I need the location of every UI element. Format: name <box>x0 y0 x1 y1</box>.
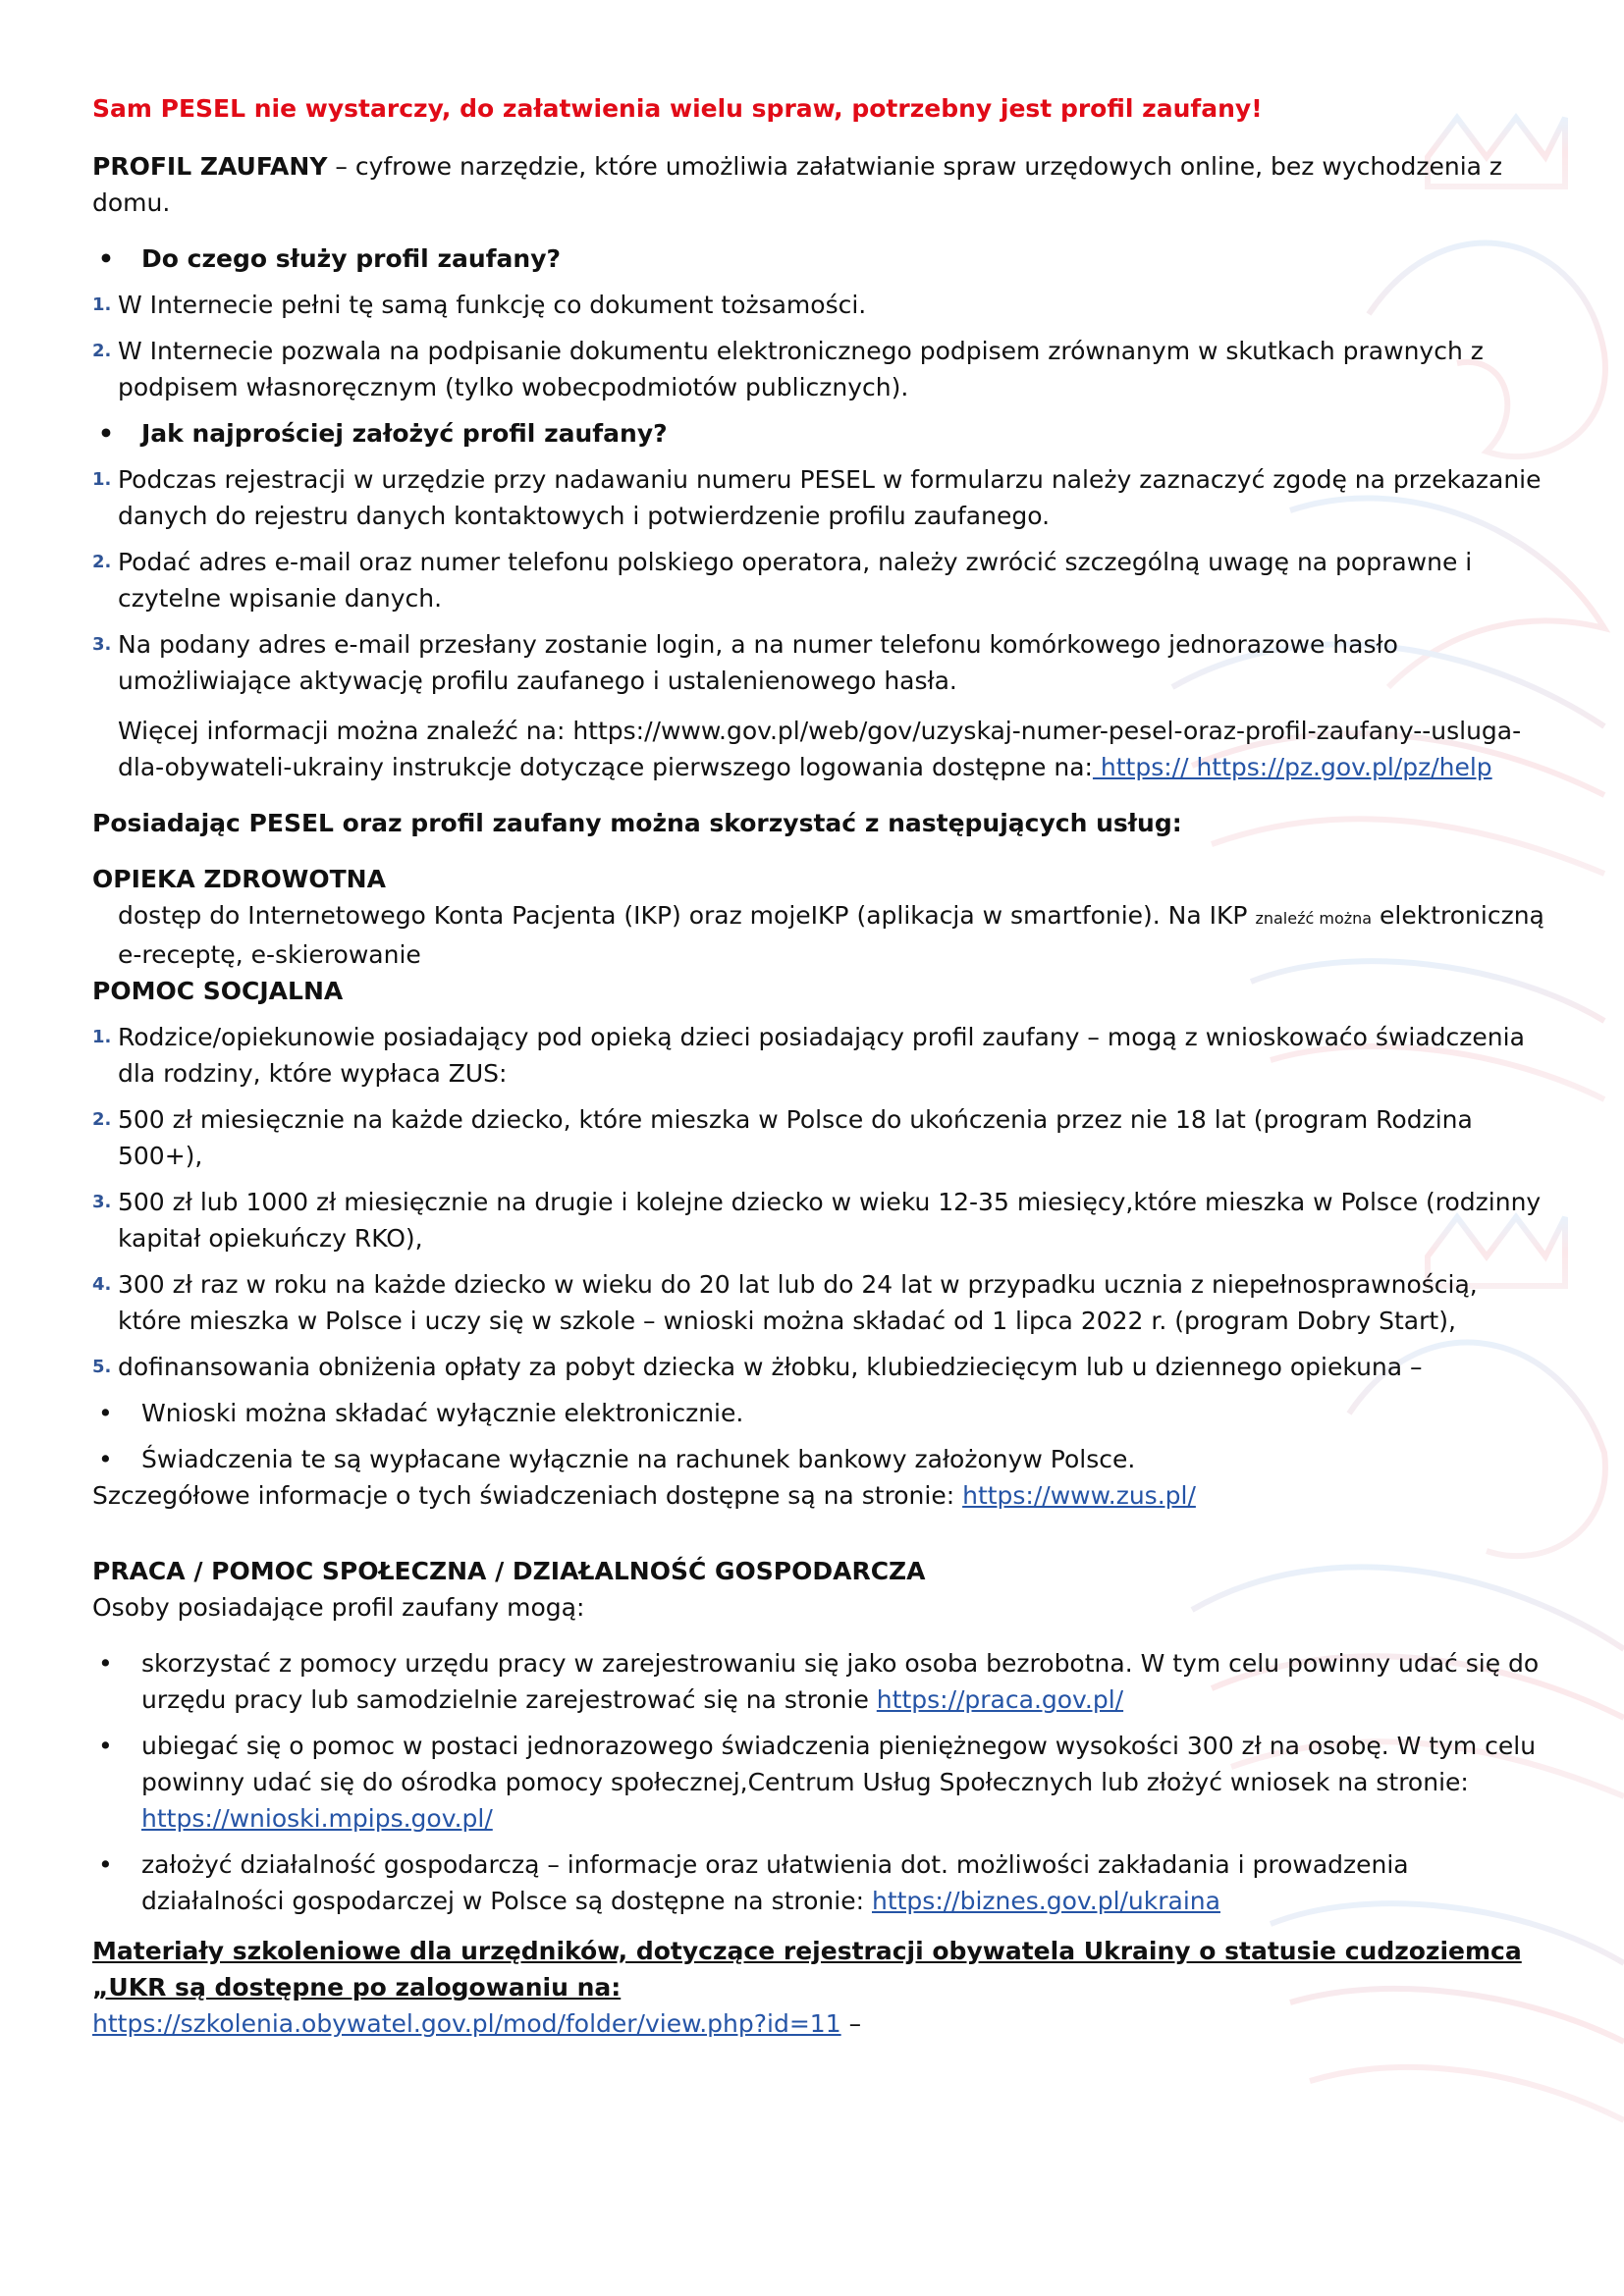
bullet-dot-icon: • <box>98 1732 113 1760</box>
list-number: 3. <box>92 634 112 655</box>
health-text-end: elektroniczną e-receptę, e-skierowanie <box>118 901 1544 969</box>
list-item-text: 300 zł raz w roku na każde dziecko w wieku do 20 lat lub do 24 lat w przypadku ucznia z niepełnosprawnością, które mieszka w Polsce i uczy się w szkole – wnioski można składać od 1 lipca 2022 r. (program Dobry Start), <box>118 1270 1478 1335</box>
bullet-dot-icon: • <box>98 244 114 273</box>
q2-item <box>92 544 1545 616</box>
intro-term: PROFIL ZAUFANY <box>92 152 328 181</box>
document-body <box>92 90 1545 2042</box>
work-item-text: skorzystać z pomocy urzędu pracy w zarejestrowaniu się jako osoba bezrobotna. W tym celu powinny udać się do urzędu pracy lub samodzielnie zarejestrować się na stronie <box>141 1649 1540 1714</box>
list-item-text: 500 zł miesięcznie na każde dziecko, które mieszka w Polsce do ukończenia przez nie 18 lat (program Rodzina 500+), <box>118 1105 1473 1170</box>
training-heading: Materiały szkoleniowe dla urzędników, dotyczące rejestracji obywatela Ukrainy o statusie cudzoziemca „UKR są dostępne po zalogowaniu na: <box>92 1937 1522 2002</box>
alert-heading: Sam PESEL nie wystarczy, do załatwienia wielu spraw, potrzebny jest profil zaufany! <box>92 94 1263 123</box>
health-text-main: dostęp do Internetowego Konta Pacjenta (IKP) oraz mojeIKP (aplikacja w smartfonie). Na IKP <box>118 901 1256 930</box>
list-item-text: dofinansowania obniżenia opłaty za pobyt dziecka w żłobku, klubiedziecięcym lub u dziennego opiekuna – <box>118 1353 1423 1381</box>
list-number: 1. <box>92 1027 112 1047</box>
social-item <box>92 1019 1545 1092</box>
list-item-text: Na podany adres e-mail przesłany zostanie login, a na numer telefonu komórkowego jednorazowe hasło umożliwiające aktywację profilu zaufanego i ustalenienowego hasła. <box>118 630 1398 695</box>
list-item-text: 500 zł lub 1000 zł miesięcznie na drugie i kolejne dziecko w wieku 12-35 miesięcy,które mieszka w Polsce (rodzinny kapitał opiekuńczy RKO), <box>118 1188 1542 1253</box>
list-number: 4. <box>92 1274 112 1295</box>
work-lead: Osoby posiadające profil zaufany mogą: <box>92 1593 585 1622</box>
work-item <box>92 1728 1545 1837</box>
list-number: 1. <box>92 469 112 490</box>
intro-paragraph <box>92 148 1545 221</box>
intro-text: – cyfrowe narzędzie, które umożliwia załatwianie spraw urzędowych online, bez wychodzenia z domu. <box>92 152 1503 217</box>
social-item <box>92 1349 1545 1385</box>
list-item-text: Rodzice/opiekunowie posiadający pod opieką dzieci posiadający profil zaufany – mogą z wnioskowaćo świadczenia dla rodziny, które wypłaca ZUS: <box>118 1023 1525 1088</box>
pz-help-link[interactable]: https:// https://pz.gov.pl/pz/help <box>1092 753 1492 781</box>
biznes-link[interactable]: https://biznes.gov.pl/ukraina <box>871 1887 1220 1915</box>
bullet-text: Wnioski można składać wyłącznie elektronicznie. <box>141 1399 744 1427</box>
training-link[interactable]: https://szkolenia.obywatel.gov.pl/mod/folder/view.php?id=11 <box>92 2009 841 2038</box>
work-item <box>92 1846 1545 1919</box>
bullet-dot-icon: • <box>98 1649 113 1678</box>
q1-item <box>92 287 1545 323</box>
health-text-small: znaleźć można <box>1255 909 1373 928</box>
bullet-dot-icon: • <box>98 1399 113 1427</box>
more-info-paragraph <box>92 713 1545 785</box>
work-heading: PRACA / POMOC SPOŁECZNA / DZIAŁALNOŚĆ GOSPODARCZA <box>92 1557 926 1585</box>
social-item <box>92 1101 1545 1174</box>
zus-details <box>92 1477 1545 1514</box>
list-number: 2. <box>92 552 112 572</box>
list-number: 3. <box>92 1192 112 1212</box>
work-item-text: ubiegać się o pomoc w postaci jednorazowego świadczenia pieniężnegow wysokości 300 zł na osobę. W tym celu powinny udać się do ośrodka pomocy społecznej,Centrum Usług Społecznych lub złożyć wniosek na stronie: <box>141 1732 1537 1796</box>
social-heading: POMOC SOCJALNA <box>92 977 344 1005</box>
health-heading: OPIEKA ZDROWOTNA <box>92 865 386 893</box>
work-item-text: założyć działalność gospodarczą – informacje oraz ułatwienia dot. możliwości zakładania i prowadzenia działalności gospodarczej w Polsce są dostępne na stronie: <box>141 1850 1409 1915</box>
list-number: 2. <box>92 1109 112 1130</box>
list-item-text: Podczas rejestracji w urzędzie przy nadawaniu numeru PESEL w formularzu należy zaznaczyć zgodę na przekazanie danych do rejestru danych kontaktowych i potwierdzenie profilu zaufanego. <box>118 465 1542 530</box>
bullet-text: Świadczenia te są wypłacane wyłącznie na rachunek bankowy założonyw Polsce. <box>141 1445 1136 1473</box>
list-number: 5. <box>92 1357 112 1377</box>
zus-link[interactable]: https://www.zus.pl/ <box>962 1481 1196 1510</box>
more-info-text: Więcej informacji można znaleźć na: https://www.gov.pl/web/gov/uzyskaj-numer-pesel-oraz-profil-zaufany--usluga-dla-obywateli-ukrainy instrukcje dotyczące pierwszego logowania dostępne na: <box>118 717 1522 781</box>
wnioski-link[interactable]: https://wnioski.mpips.gov.pl/ <box>141 1804 493 1833</box>
training-tail: – <box>840 2009 862 2038</box>
q1-heading <box>92 240 1545 277</box>
list-item-text: W Internecie pozwala na podpisanie dokumentu elektronicznego podpisem zrównanym w skutkach prawnych z podpisem własnoręcznym (tylko wobecpodmiotów publicznych). <box>118 337 1484 401</box>
list-item-text: Podać adres e-mail oraz numer telefonu polskiego operatora, należy zwrócić szczególną uwagę na poprawne i czytelne wpisanie danych. <box>118 548 1473 613</box>
list-number: 1. <box>92 294 112 315</box>
social-bullet <box>92 1395 1545 1431</box>
q2-heading-text: Jak najprościej założyć profil zaufany? <box>141 419 668 448</box>
bullet-dot-icon: • <box>98 1445 113 1473</box>
social-item <box>92 1184 1545 1256</box>
q2-item <box>92 461 1545 534</box>
bullet-dot-icon: • <box>98 1850 113 1879</box>
q1-heading-text: Do czego służy profil zaufany? <box>141 244 562 273</box>
list-number: 2. <box>92 341 112 361</box>
work-item <box>92 1645 1545 1718</box>
list-item-text: W Internecie pełni tę samą funkcję co dokument tożsamości. <box>118 291 867 319</box>
bullet-dot-icon: • <box>98 419 114 448</box>
q2-item <box>92 626 1545 699</box>
services-heading: Posiadając PESEL oraz profil zaufany można skorzystać z następujących usług: <box>92 809 1182 837</box>
training-link-line <box>92 2005 1545 2042</box>
social-bullet <box>92 1441 1545 1477</box>
health-text <box>92 897 1545 973</box>
praca-link[interactable]: https://praca.gov.pl/ <box>876 1685 1124 1714</box>
q1-item <box>92 333 1545 405</box>
zus-details-text: Szczegółowe informacje o tych świadczeniach dostępne są na stronie: <box>92 1481 963 1510</box>
q2-heading <box>92 415 1545 452</box>
social-item <box>92 1266 1545 1339</box>
